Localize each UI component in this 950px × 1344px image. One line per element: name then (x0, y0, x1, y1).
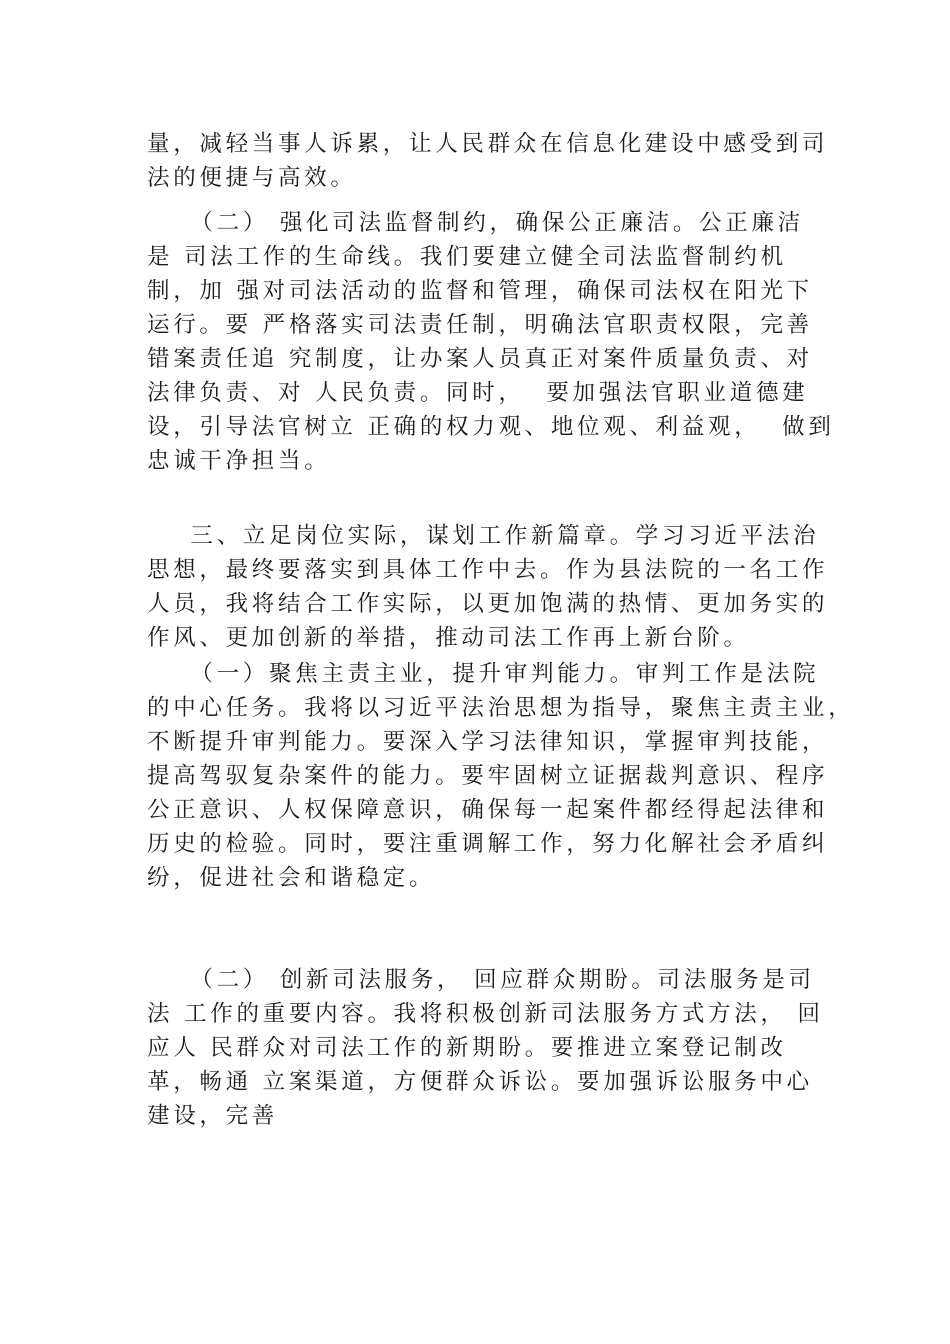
text-line: 的中心任务。我将以习近平法治思想为指导，聚焦主责主业， (147, 695, 855, 721)
text-line: 法律负责、对 人民负责。同时， 要加强法官职业道德建 (147, 380, 809, 406)
text-line: 法的便捷与高效。 (147, 165, 357, 191)
text-line: 纷，促进社会和谐稳定。 (147, 865, 436, 891)
text-line: 是 司法工作的生命线。我们要建立健全司法监督制约机 (147, 244, 787, 270)
text-line: 三、立足岗位实际，谋划工作新篇章。学习习近平法治 (147, 523, 820, 549)
text-line: （二） 强化司法监督制约，确保公正廉洁。公正廉洁 (147, 210, 804, 236)
text-line: 制，加 强对司法活动的监督和管理，确保司法权在阳光下 (147, 278, 813, 304)
text-line: （二） 创新司法服务， 回应群众期盼。司法服务是司 (147, 967, 815, 993)
paragraph-5 (147, 963, 824, 1133)
text-line: 历史的检验。同时，要注重调解工作，努力化解社会矛盾纠 (147, 831, 829, 857)
text-line: 量，减轻当事人诉累，让人民群众在信息化建设中感受到司 (147, 131, 829, 157)
text-line: 作风、更加创新的举措，推动司法工作再上新台阶。 (147, 625, 750, 651)
text-line: 提高驾驭复杂案件的能力。要牢固树立证据裁判意识、程序 (147, 763, 829, 789)
text-line: 法 工作的重要内容。我将积极创新司法服务方式方法， 回 (147, 1001, 824, 1027)
text-line: 人员，我将结合工作实际，以更加饱满的热情、更加务实的 (147, 591, 829, 617)
text-line: 设，引导法官树立 正确的权力观、地位观、利益观， 做到 (147, 414, 835, 440)
text-line: 忠诚干净担当。 (147, 448, 331, 474)
paragraph-2 (147, 206, 835, 478)
text-line: （一）聚焦主责主业，提升审判能力。审判工作是法院 (147, 661, 820, 687)
paragraph-3 (147, 519, 829, 655)
text-line: 革，畅通 立案渠道，方便群众诉讼。要加强诉讼服务中心 (147, 1069, 813, 1095)
text-line: 不断提升审判能力。要深入学习法律知识，掌握审判技能， (147, 729, 829, 755)
paragraph-4 (147, 657, 855, 895)
text-line: 应人 民群众对司法工作的新期盼。要推进立案登记制改 (147, 1035, 787, 1061)
paragraph-1 (147, 127, 829, 195)
text-line: 思想，最终要落实到具体工作中去。作为县法院的一名工作 (147, 557, 829, 583)
text-line: 错案责任追 究制度，让办案人员真正对案件质量负责、对 (147, 346, 813, 372)
text-line: 建设，完善 (147, 1103, 279, 1129)
text-line: 运行。要 严格落实司法责任制，明确法官职责权限，完善 (147, 312, 813, 338)
text-line: 公正意识、人权保障意识，确保每一起案件都经得起法律和 (147, 797, 829, 823)
